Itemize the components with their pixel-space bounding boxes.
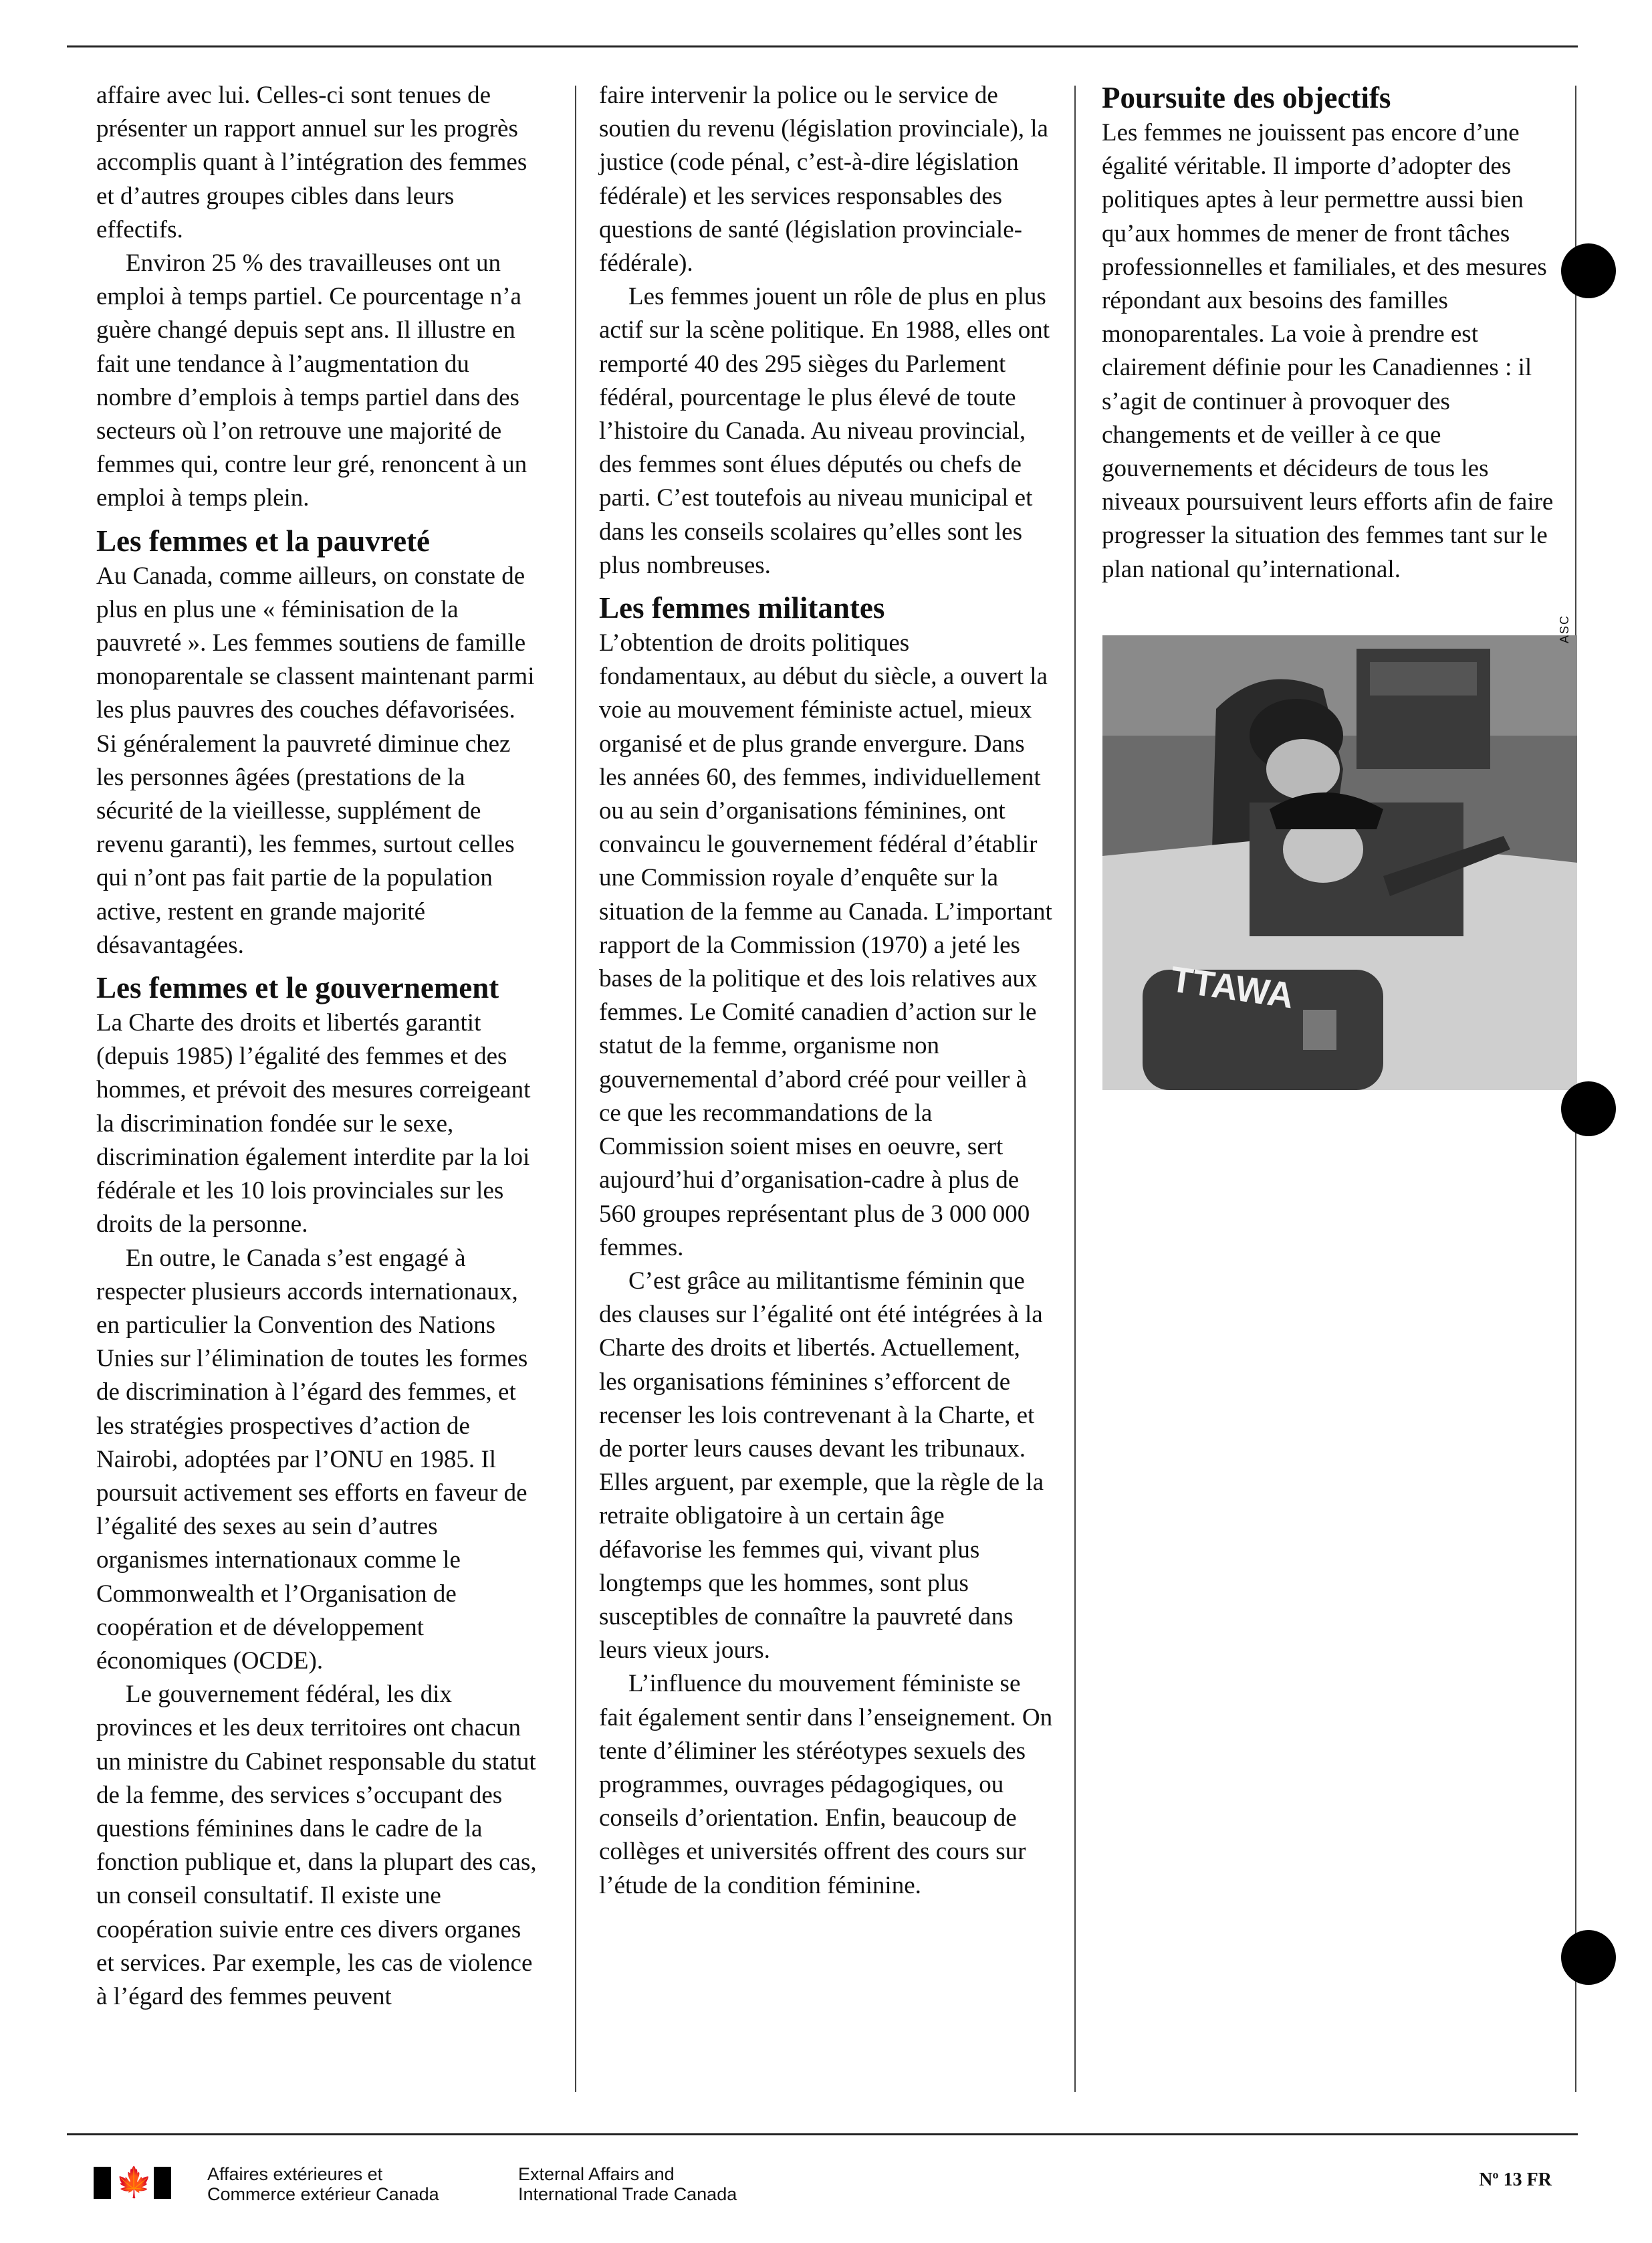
- paragraph: L’obtention de droits politiques fondamentaux, au début du siècle, a ouvert la voie au mouvement féministe actuel, mieux organisé et de plus grande envergure. Dans les années 60, des femmes, individuellement ou au sein d’organisations féminines, ont convaincu le gouvernement fédéral d’établir une Commission royale d’enquête sur la situation de la femme au Canada. L’important rapport de la Commission (1970) a jeté les bases de la politique et des lois relatives aux femmes. Le Comité canadien d’action sur le statut de la femme, organisme non gouvernemental d’abord créé pour veiller à ce que les recommandations de la Commission soient mises en oeuvre, sert aujourd’hui d’organisation-cadre à plus de 560 groupes représentant plus de 3 000 000 femmes.: [599, 629, 1052, 1261]
- column-divider: [1074, 86, 1076, 2092]
- photo-illustration: [1102, 635, 1577, 1090]
- paragraph: affaire avec lui. Celles-ci sont tenues de présenter un rapport annuel sur les progrès accomplis quant à l’intégration des femmes et d’autres groupes cibles dans leurs effectifs.: [96, 82, 527, 243]
- section-heading-militantes: Les femmes militantes: [599, 591, 885, 625]
- section-heading-pauvrete: Les femmes et la pauvreté: [96, 524, 431, 558]
- bottom-rule: [67, 2133, 1578, 2135]
- paragraph: Le gouvernement fédéral, les dix provinces et les deux territoires ont chacun un ministre du Cabinet responsable du statut de la femme, des services s’occupant des questions féminines dans le cadre de la fonction publique et, dans la plupart des cas, un conseil consultatif. Il existe une coopération suivie entre ces divers organes et services. Par exemple, les cas de violence à l’égard des femmes peuvent: [96, 1681, 537, 2010]
- paragraph: faire intervenir la police ou le service de soutien du revenu (législation provinciale), la justice (code pénal, c’est-à-dire législation fédérale) et les services responsables des questions de santé (législation provinciale-fédérale).: [599, 82, 1048, 278]
- section-heading-objectifs: Poursuite des objectifs: [1102, 81, 1391, 114]
- paragraph: C’est grâce au militantisme féminin que des clauses sur l’égalité ont été intégrées à la Charte des droits et libertés. Actuellement, les organisations féminines s’efforcent de recenser les lois contrevenant à la Charte, et de porter leurs causes devant les tribunaux. Elles arguent, par exemple, que la règle de la retraite obligatoire à un certain âge défavorise les femmes qui, vivant plus longtemps que les hommes, sont plus susceptibles de connaître la pauvreté dans leurs vieux jours.: [599, 1267, 1044, 1665]
- top-rule: [67, 45, 1578, 47]
- paragraph: Au Canada, comme ailleurs, on constate de plus en plus une « féminisation de la pauvreté ». Les femmes soutiens de famille monoparentale se classent maintenant parmi les plus pauvres des couches défavorisées. Si généralement la pauvreté diminue chez les personnes âgées (prestations de la sécurité de la vieillesse, supplément de revenu garanti), les femmes, surtout celles qui n’ont pas fait partie de la population active, restent en grande majorité désavantagées.: [96, 562, 535, 959]
- ministry-fr-line: Commerce extérieur Canada: [207, 2184, 439, 2204]
- column-1: [96, 79, 538, 2014]
- paragraph: En outre, le Canada s’est engagé à respecter plusieurs accords internationaux, en particulier la Convention des Nations Unies sur l’élimination de toutes les formes de discrimination à l’égard des femmes, et les stratégies prospectives d’action de Nairobi, adoptées par l’ONU en 1985. Il poursuit activement ses efforts en faveur de l’égalité des sexes au sein d’autres organismes internationaux comme le Commonwealth et l’Organisation de coopération et de développement économiques (OCDE).: [96, 1244, 528, 1675]
- column-divider: [575, 86, 576, 2092]
- binder-hole: [1561, 243, 1616, 298]
- section-heading-gouvernement: Les femmes et le gouvernement: [96, 971, 499, 1005]
- binder-hole: [1561, 1930, 1616, 1985]
- paragraph: Les femmes ne jouissent pas encore d’une égalité véritable. Il importe d’adopter des politiques aptes à leur permettre aussi bien qu’aux hommes de mener de front tâches professionnelles et familiales, et des mesures répondant aux besoins des familles monoparentales. La voie à prendre est clairement définie pour les Canadiennes : il s’agit de continuer à provoquer des changements et de veiller à ce que gouvernements et décideurs de tous les niveaux poursuivent leurs efforts afin de faire progresser la situation des femmes tant sur le plan national qu’international.: [1102, 119, 1554, 583]
- paragraph: La Charte des droits et libertés garantit (depuis 1985) l’égalité des femmes et des hommes, et prévoit des mesures correigeant la discrimination fondée sur le sexe, discrimination également interdite par la loi fédérale et les 10 lois provinciales sur les droits de la personne.: [96, 1009, 531, 1239]
- paragraph: Les femmes jouent un rôle de plus en plus actif sur la scène politique. En 1988, elles ont remporté 40 des 295 sièges du Parlement fédéral, pourcentage le plus élevé de toute l’histoire du Canada. Au niveau provincial, des femmes sont élues députés ou chefs de parti. C’est toutefois au niveau municipal et dans les conseils scolaires qu’elles sont les plus nombreuses.: [599, 283, 1050, 579]
- binder-hole: [1561, 1081, 1616, 1136]
- document-number: Nº 13 FR: [1479, 2169, 1552, 2190]
- canada-flag-icon: [94, 2167, 171, 2199]
- photo-police-officers: [1102, 635, 1577, 1090]
- photo-credit: ASC: [1558, 614, 1571, 643]
- column-2: [599, 79, 1054, 1903]
- ministry-en-line: International Trade Canada: [518, 2184, 737, 2204]
- ministry-name-fr: [207, 2164, 439, 2204]
- footer: [94, 2164, 1585, 2218]
- ministry-en-line: External Affairs and: [518, 2164, 675, 2184]
- column-3: [1102, 79, 1562, 586]
- ministry-name-en: [518, 2164, 737, 2204]
- paragraph: L’influence du mouvement féministe se fait également sentir dans l’enseignement. On tente d’éliminer les stéréotypes sexuels des programmes, ouvrages pédagogiques, ou conseils d’orientation. Enfin, beaucoup de collèges et universités offrent des cours sur l’étude de la condition féminine.: [599, 1670, 1053, 1899]
- ministry-fr-line: Affaires extérieures et: [207, 2164, 383, 2184]
- paragraph: Environ 25 % des travailleuses ont un emploi à temps partiel. Ce pourcentage n’a guère changé depuis sept ans. Il illustre en fait une tendance à l’augmentation du nombre d’emplois à temps partiel dans des secteurs où l’on retrouve une majorité de femmes qui, contre leur gré, renoncent à un emploi à temps plein.: [96, 249, 527, 512]
- vehicle-text: TTAWA: [1168, 959, 1296, 1017]
- maple-leaf-icon: 🍁: [116, 2166, 152, 2199]
